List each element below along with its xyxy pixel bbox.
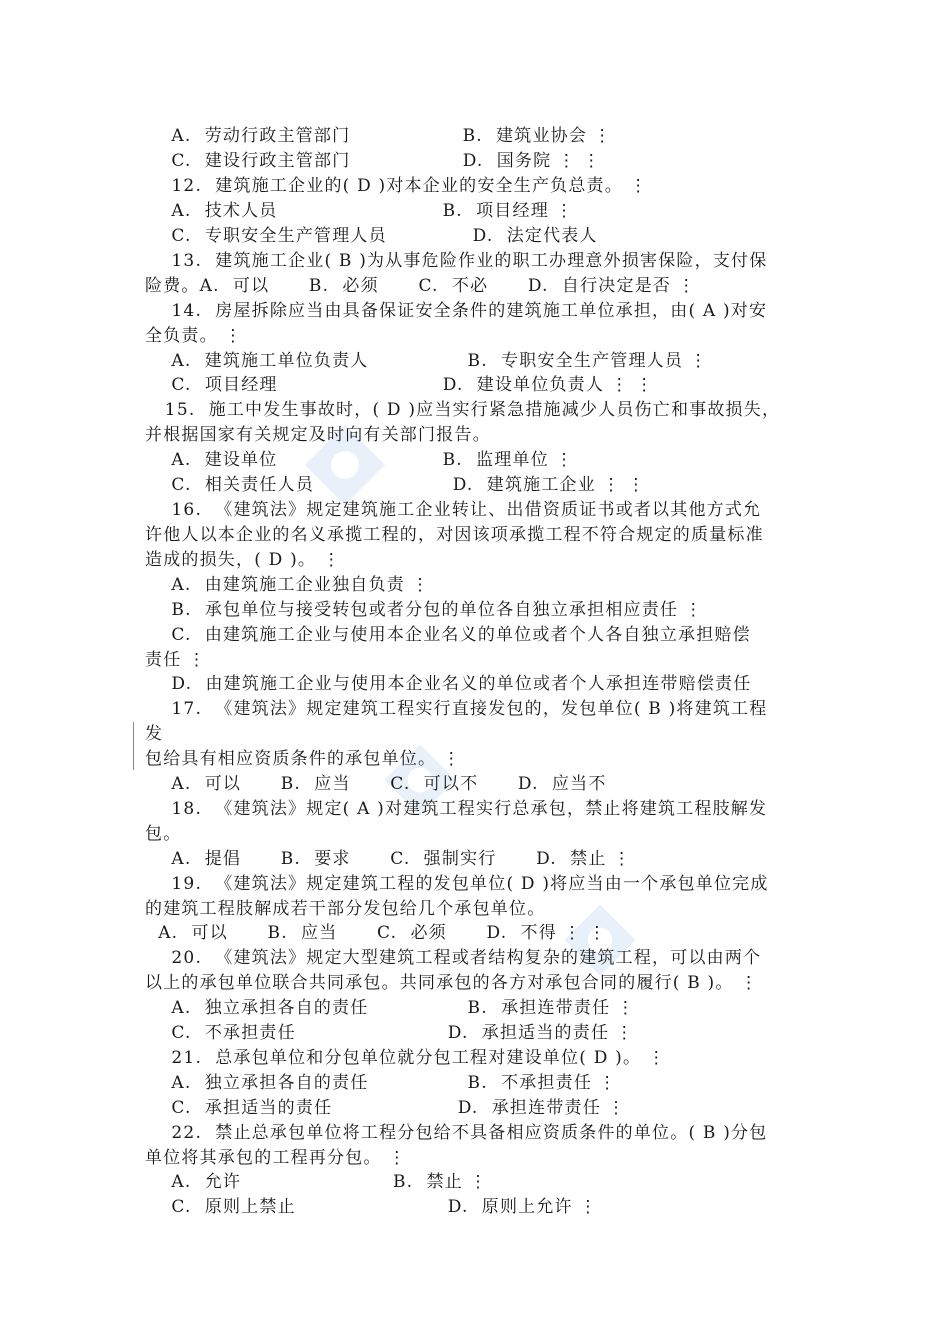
text-line: C. 由建筑施工企业与使用本企业名义的单位或者个人各自独立承担赔偿	[145, 625, 751, 645]
text-line: 以上的承包单位联合共同承包。共同承包的各方对承包合同的履行( B )。 ⋮	[145, 973, 759, 993]
text-line: 包。	[145, 824, 182, 844]
text-line: C. 相关责任人员 D. 建筑施工企业 ⋮ ⋮	[145, 475, 646, 495]
text-line: 全负责。 ⋮	[145, 326, 243, 346]
text-line: 的建筑工程肢解成若干部分发包给几个承包单位。	[145, 899, 546, 919]
text-line: C. 建设行政主管部门 D. 国务院 ⋮ ⋮	[145, 151, 601, 171]
text-line: 12. 建筑施工企业的( D )对本企业的安全生产负总责。 ⋮	[145, 176, 648, 196]
text-line: A. 提倡 B. 要求 C. 强制实行 D. 禁止 ⋮	[145, 849, 632, 869]
text-line: A. 允许 B. 禁止 ⋮	[145, 1172, 488, 1192]
text-line: 21. 总承包单位和分包单位就分包工程对建设单位( D )。 ⋮	[145, 1048, 666, 1068]
text-line: A. 劳动行政主管部门 B. 建筑业协会 ⋮	[145, 126, 612, 146]
text-line: C. 项目经理 D. 建设单位负责人 ⋮ ⋮	[145, 375, 654, 395]
text-line: 19. 《建筑法》规定建筑工程的发包单位( D )将应当由一个承包单位完成	[145, 874, 769, 894]
text-line: B. 承包单位与接受转包或者分包的单位各自独立承担相应责任 ⋮	[145, 600, 703, 620]
text-line: A. 可以 B. 应当 C. 必须 D. 不得 ⋮ ⋮	[145, 923, 607, 943]
text-line: 单位将其承包的工程再分包。 ⋮	[145, 1148, 407, 1168]
text-line: 险费。A. 可以 B. 必须 C. 不必 D. 自行决定是否 ⋮	[145, 276, 696, 296]
text-line: 造成的损失，( D )。 ⋮	[145, 550, 341, 570]
text-line: D. 由建筑施工企业与使用本企业名义的单位或者个人承担连带赔偿责任	[145, 674, 752, 694]
text-line: 责任 ⋮	[145, 650, 207, 670]
text-line: 18. 《建筑法》规定( A )对建筑工程实行总承包，禁止将建筑工程肢解发	[145, 799, 768, 819]
text-line: A. 建设单位 B. 监理单位 ⋮	[145, 450, 574, 470]
text-line: 13. 建筑施工企业( B )为从事危险作业的职工办理意外损害保险，支付保	[145, 251, 768, 271]
text-line: C. 原则上禁止 D. 原则上允许 ⋮	[145, 1197, 598, 1217]
text-line: A. 技术人员 B. 项目经理 ⋮	[145, 201, 574, 221]
text-line: A. 可以 B. 应当 C. 可以不 D. 应当不	[145, 774, 607, 794]
text-line: 许他人以本企业的名义承揽工程的，对因该项承揽工程不符合规定的质量标准	[145, 525, 764, 545]
text-line: 16. 《建筑法》规定建筑施工企业转让、出借资质证书或者以其他方式允	[145, 500, 762, 520]
text-line: 20. 《建筑法》规定大型建筑工程或者结构复杂的建筑工程，可以由两个	[145, 948, 762, 968]
text-line: A. 建筑施工单位负责人 B. 专职安全生产管理人员 ⋮	[145, 351, 708, 371]
text-line: 17. 《建筑法》规定建筑工程实行直接发包的，发包单位( B )将建筑工程	[145, 699, 768, 719]
text-line: 发	[145, 724, 164, 744]
text-line: A. 独立承担各自的责任 B. 不承担责任 ⋮	[145, 1073, 617, 1093]
text-line: 15. 施工中发生事故时，( D )应当实行紧急措施减少人员伤亡和事故损失，	[145, 400, 781, 420]
text-line: 22. 禁止总承包单位将工程分包给不具备相应资质条件的单位。( B )分包	[145, 1123, 768, 1143]
text-line: A. 独立承担各自的责任 B. 承担连带责任 ⋮	[145, 998, 636, 1018]
margin-bar	[133, 722, 134, 770]
text-line: 包给具有相应资质条件的承包单位。 ⋮	[145, 749, 462, 769]
text-line: C. 专职安全生产管理人员 D. 法定代表人	[145, 226, 598, 246]
text-line: 14. 房屋拆除应当由具备保证安全条件的建筑施工单位承担，由( A )对安	[145, 301, 768, 321]
text-line: A. 由建筑施工企业独自负责 ⋮	[145, 575, 430, 595]
text-line: C. 不承担责任 D. 承担适当的责任 ⋮	[145, 1023, 634, 1043]
text-line: C. 承担适当的责任 D. 承担连带责任 ⋮	[145, 1098, 626, 1118]
text-line: 并根据国家有关规定及时向有关部门报告。	[145, 425, 491, 445]
